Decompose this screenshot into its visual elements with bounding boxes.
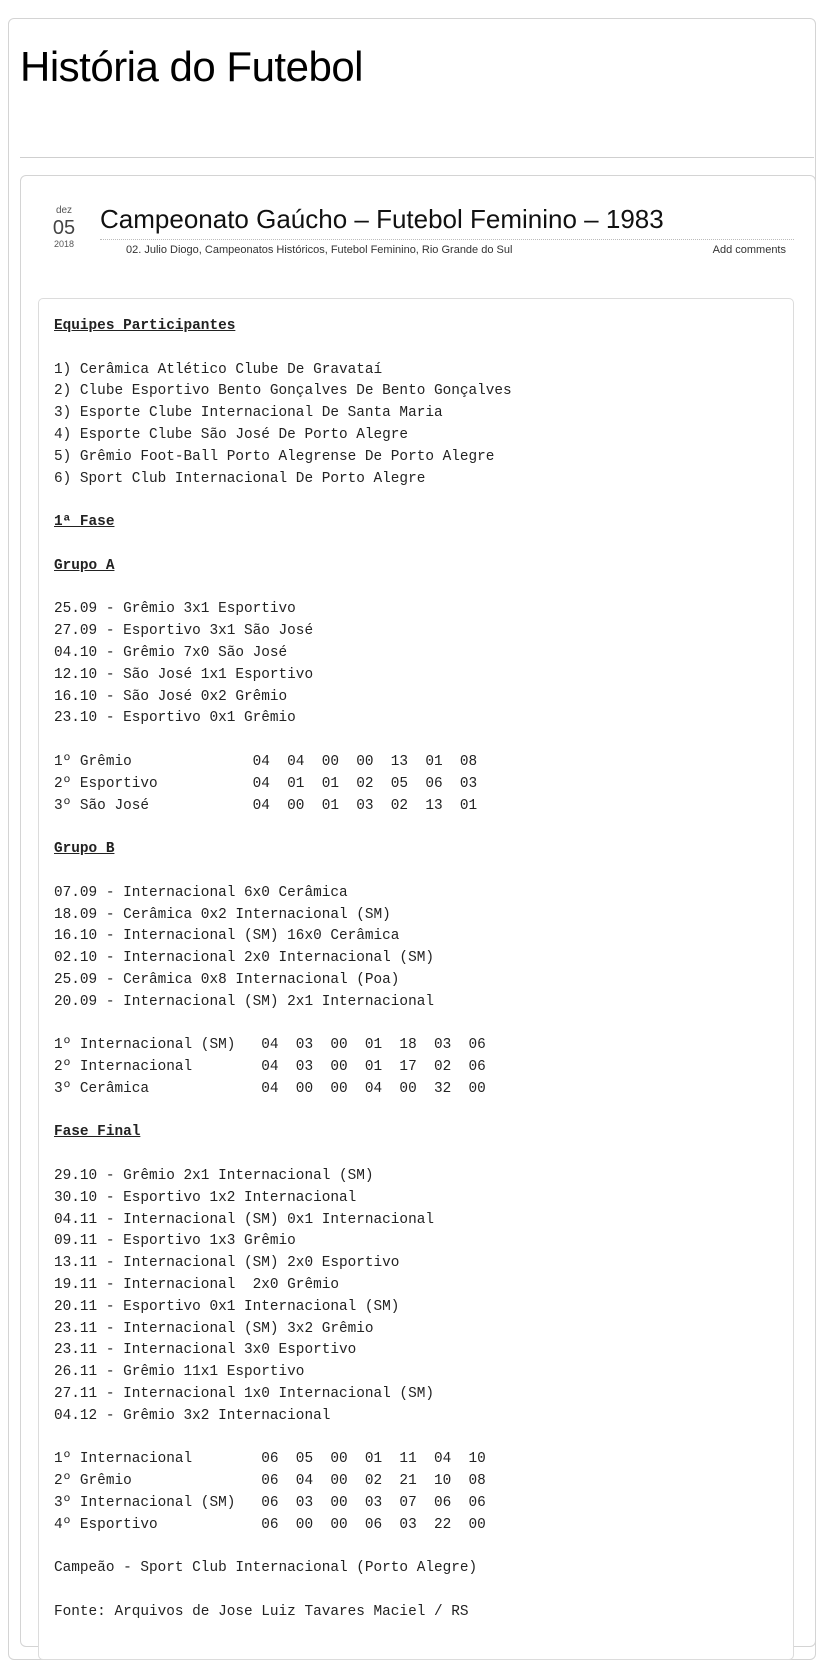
content-line: 2) Clube Esportivo Bento Gonçalves De Bento Gonçalves [54,383,512,400]
add-comments-link[interactable]: Add comments [712,244,786,256]
content-line: 16.10 - São José 0x2 Grêmio [54,688,288,705]
content-line: Campeão - Sport Club Internacional (Porto Alegre) [54,1560,478,1577]
post-date-day: 05 [52,217,76,239]
content-line: 3) Esporte Clube Internacional De Santa Maria [54,405,443,422]
content-line: 04.12 - Grêmio 3x2 Internacional [54,1407,331,1424]
post-date-year: 2018 [53,239,75,249]
content-line: 1º Internacional (SM) 04 03 00 01 18 03 06 [54,1037,486,1054]
content-line: 4º Esportivo 06 00 00 06 03 22 00 [54,1516,486,1533]
section-heading-text: Equipes Participantes [54,318,236,334]
blank-line [54,1144,512,1166]
post-title[interactable]: Campeonato Gaúcho – Futebol Feminino – 1983 [100,204,664,234]
content-line: 16.10 - Internacional (SM) 16x0 Cerâmica [54,928,400,945]
content-line: 3º Internacional (SM) 06 03 00 03 07 06 06 [54,1495,486,1512]
blank-line [54,1537,512,1559]
content-line: 02.10 - Internacional 2x0 Internacional (SM) [54,950,434,967]
blank-line [54,1428,512,1450]
content-line: 25.09 - Grêmio 3x1 Esportivo [54,601,296,618]
content-line: 4) Esporte Clube São José De Porto Alegre [54,426,409,443]
content-line: Fonte: Arquivos de Jose Luiz Tavares Maciel / RS [54,1604,469,1621]
section-heading [54,839,512,861]
content-line: 12.10 - São José 1x1 Esportivo [54,666,314,683]
header-divider [20,157,814,158]
post-content [54,316,512,1624]
content-line: 5) Grêmio Foot-Ball Porto Alegrense De Porto Alegre [54,448,495,465]
section-heading-text: 1ª Fase [54,514,115,531]
section-heading [54,556,512,578]
post-date [46,205,82,250]
blank-line [54,1580,512,1602]
content-line: 3º São José 04 00 01 03 02 13 01 [54,797,478,814]
content-line: 2º Grêmio 06 04 00 02 21 10 08 [54,1473,486,1490]
content-line: 1º Internacional 06 05 00 01 11 04 10 [54,1451,486,1468]
post-date-month: dez [55,205,73,216]
content-line: 13.11 - Internacional (SM) 2x0 Esportivo [54,1255,400,1272]
content-line: 23.11 - Internacional 3x0 Esportivo [54,1342,357,1359]
blank-line [54,578,512,600]
content-line: 27.09 - Esportivo 3x1 São José [54,623,314,640]
content-line: 18.09 - Cerâmica 0x2 Internacional (SM) [54,906,391,923]
section-heading-text: Grupo B [54,841,115,858]
content-line: 04.10 - Grêmio 7x0 São José [54,644,288,661]
content-line: 2º Esportivo 04 01 01 02 05 06 03 [54,775,478,792]
content-line: 23.10 - Esportivo 0x1 Grêmio [54,710,296,727]
section-heading-text: Fase Final [54,1124,141,1141]
content-line: 1º Grêmio 04 04 00 00 13 01 08 [54,753,478,770]
content-line: 30.10 - Esportivo 1x2 Internacional [54,1189,357,1206]
content-line: 27.11 - Internacional 1x0 Internacional (SM) [54,1386,434,1403]
title-divider [100,239,794,240]
section-heading-text: Grupo A [54,557,115,574]
content-line: 3º Cerâmica 04 00 00 04 00 32 00 [54,1080,486,1097]
content-line: 1) Cerâmica Atlético Clube De Gravataí [54,361,383,378]
content-line: 29.10 - Grêmio 2x1 Internacional (SM) [54,1168,374,1185]
blank-line [54,1101,512,1123]
content-line: 20.11 - Esportivo 0x1 Internacional (SM) [54,1298,400,1315]
content-line: 07.09 - Internacional 6x0 Cerâmica [54,884,348,901]
blank-line [54,817,512,839]
site-title[interactable]: História do Futebol [20,43,364,90]
blank-line [54,1014,512,1036]
post-categories[interactable]: 02. Julio Diogo, Campeonatos Históricos, Futebol Feminino, Rio Grande do Sul [126,244,513,256]
content-line: 09.11 - Esportivo 1x3 Grêmio [54,1233,296,1250]
content-line: 20.09 - Internacional (SM) 2x1 Internacional [54,993,434,1010]
section-heading [54,512,512,534]
content-line: 19.11 - Internacional 2x0 Grêmio [54,1277,339,1294]
blank-line [54,338,512,360]
content-line: 26.11 - Grêmio 11x1 Esportivo [54,1364,305,1381]
section-heading [54,1122,512,1144]
section-heading [54,316,512,338]
blank-line [54,730,512,752]
blank-line [54,861,512,883]
content-line: 6) Sport Club Internacional De Porto Alegre [54,470,426,487]
blank-line [54,490,512,512]
content-line: 23.11 - Internacional (SM) 3x2 Grêmio [54,1320,374,1337]
blank-line [54,534,512,556]
content-line: 25.09 - Cerâmica 0x8 Internacional (Poa) [54,971,400,988]
content-line: 2º Internacional 04 03 00 01 17 02 06 [54,1059,486,1076]
content-line: 04.11 - Internacional (SM) 0x1 Internacional [54,1211,434,1228]
